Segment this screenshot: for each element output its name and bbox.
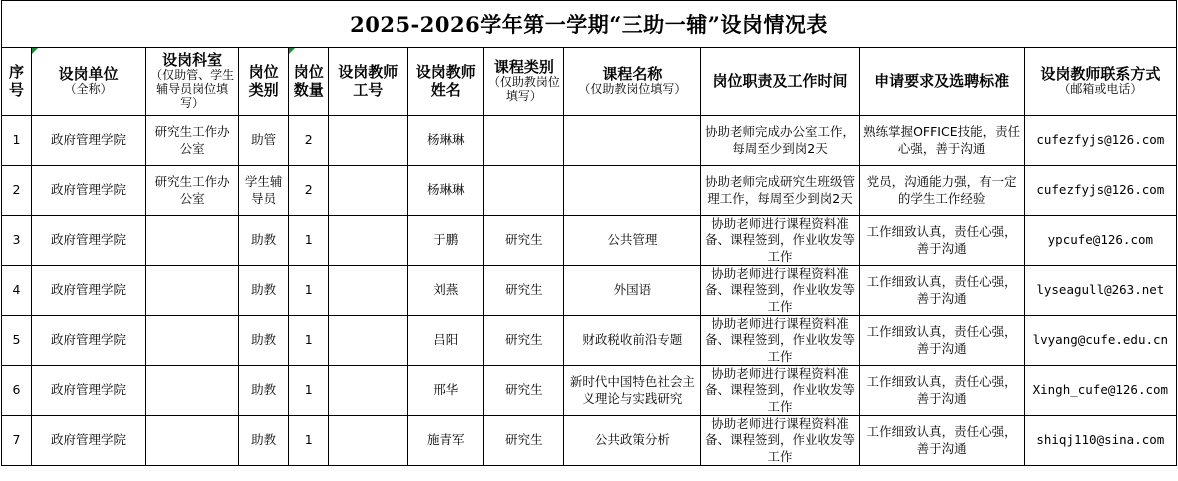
- cell-course-name[interactable]: 财政税收前沿专题: [564, 316, 701, 366]
- cell-duties[interactable]: 协助老师完成研究生班级管理工作，每周至少到岗2天: [701, 166, 859, 216]
- cell-count[interactable]: 2: [289, 116, 329, 166]
- cell-staff-id[interactable]: [329, 266, 408, 316]
- header-label: 序号: [9, 63, 25, 99]
- cell-course-name[interactable]: 新时代中国特色社会主义理论与实践研究: [564, 366, 701, 416]
- cell-category[interactable]: 助管: [239, 116, 289, 166]
- cell-office[interactable]: [146, 266, 239, 316]
- table-row: [2, 166, 1177, 216]
- header-col-duties[interactable]: [701, 48, 859, 116]
- cell-unit[interactable]: 政府管理学院: [32, 266, 146, 316]
- cell-duties[interactable]: 协助老师进行课程资料准备、课程签到，作业收发等工作: [701, 316, 859, 366]
- cell-teacher[interactable]: 于鹏: [408, 216, 484, 266]
- cell-no[interactable]: 7: [2, 416, 32, 466]
- cell-course-type[interactable]: 研究生: [484, 266, 564, 316]
- assistant-positions-table: [1, 0, 1177, 466]
- header-sublabel: （仅助教岗位填写）: [487, 75, 560, 104]
- cell-category[interactable]: 助教: [239, 266, 289, 316]
- header-label: 设岗科室: [162, 51, 223, 70]
- cell-count[interactable]: 1: [289, 266, 329, 316]
- cell-duties[interactable]: 协助老师进行课程资料准备、课程签到，作业收发等工作: [701, 266, 859, 316]
- cell-unit[interactable]: 政府管理学院: [32, 216, 146, 266]
- cell-contact[interactable]: shiqj110@sina.com: [1024, 416, 1176, 466]
- table-row: [2, 216, 1177, 266]
- header-col-requirements[interactable]: [859, 48, 1024, 116]
- cell-count[interactable]: 1: [289, 416, 329, 466]
- cell-category[interactable]: 学生辅导员: [239, 166, 289, 216]
- header-label: 岗位数量: [293, 63, 324, 99]
- cell-staff-id[interactable]: [329, 416, 408, 466]
- header-col-contact[interactable]: [1024, 48, 1176, 116]
- cell-unit[interactable]: 政府管理学院: [32, 316, 146, 366]
- cell-unit[interactable]: 政府管理学院: [32, 166, 146, 216]
- cell-count[interactable]: 2: [289, 166, 329, 216]
- header-col-staff-id[interactable]: [329, 48, 408, 116]
- cell-course-type[interactable]: 研究生: [484, 416, 564, 466]
- cell-contact[interactable]: lyseagull@263.net: [1024, 266, 1176, 316]
- table-row: [2, 416, 1177, 466]
- cell-contact[interactable]: lvyang@cufe.edu.cn: [1024, 316, 1176, 366]
- header-label: 申请要求及选聘标准: [874, 71, 1010, 90]
- cell-requirements[interactable]: 工作细致认真，责任心强，善于沟通: [859, 366, 1024, 416]
- cell-course-name[interactable]: [564, 166, 701, 216]
- header-col-course-name[interactable]: [564, 48, 701, 116]
- cell-contact[interactable]: ypcufe@126.com: [1024, 216, 1176, 266]
- cell-office[interactable]: [146, 216, 239, 266]
- cell-no[interactable]: 5: [2, 316, 32, 366]
- cell-teacher[interactable]: 吕阳: [408, 316, 484, 366]
- cell-course-name[interactable]: [564, 116, 701, 166]
- cell-duties[interactable]: 协助老师完成办公室工作，每周至少到岗2天: [701, 116, 859, 166]
- cell-staff-id[interactable]: [329, 116, 408, 166]
- header-label: 设岗教师工号: [338, 63, 399, 99]
- header-sublabel: （仅助教岗位填写）: [578, 82, 687, 97]
- header-label: 岗位职责及工作时间: [712, 71, 848, 90]
- header-label: 设岗教师姓名: [415, 63, 476, 99]
- cell-course-type[interactable]: [484, 166, 564, 216]
- cell-course-type[interactable]: 研究生: [484, 316, 564, 366]
- cell-no[interactable]: 3: [2, 216, 32, 266]
- cell-course-name[interactable]: 公共管理: [564, 216, 701, 266]
- cell-count[interactable]: 1: [289, 366, 329, 416]
- cell-duties[interactable]: 协助老师进行课程资料准备、课程签到，作业收发等工作: [701, 366, 859, 416]
- cell-no[interactable]: 1: [2, 116, 32, 166]
- cell-staff-id[interactable]: [329, 216, 408, 266]
- cell-office[interactable]: [146, 416, 239, 466]
- cell-requirements[interactable]: 党员，沟通能力强，有一定的学生工作经验: [859, 166, 1024, 216]
- cell-teacher[interactable]: 杨琳琳: [408, 166, 484, 216]
- header-label: 设岗单位: [58, 64, 119, 83]
- header-col-category[interactable]: [239, 48, 289, 116]
- cell-course-name[interactable]: 外国语: [564, 266, 701, 316]
- cell-contact[interactable]: Xingh_cufe@126.com: [1024, 366, 1176, 416]
- comment-marker-icon: [32, 48, 38, 54]
- header-col-count[interactable]: [289, 48, 329, 116]
- cell-duties[interactable]: 协助老师进行课程资料准备、课程签到，作业收发等工作: [701, 416, 859, 466]
- cell-duties[interactable]: 协助老师进行课程资料准备、课程签到，作业收发等工作: [701, 216, 859, 266]
- cell-contact[interactable]: cufezfyjs@126.com: [1024, 166, 1176, 216]
- header-sublabel: （全称）: [64, 82, 113, 97]
- cell-teacher[interactable]: 施青军: [408, 416, 484, 466]
- cell-no[interactable]: 6: [2, 366, 32, 416]
- header-label: 课程名称: [602, 64, 663, 83]
- cell-requirements[interactable]: 熟练掌握OFFICE技能，责任心强，善于沟通: [859, 116, 1024, 166]
- cell-unit[interactable]: 政府管理学院: [32, 116, 146, 166]
- table-row: [2, 266, 1177, 316]
- table-row: [2, 116, 1177, 166]
- cell-contact[interactable]: cufezfyjs@126.com: [1024, 116, 1176, 166]
- cell-category[interactable]: 助教: [239, 316, 289, 366]
- cell-office[interactable]: 研究生工作办公室: [146, 116, 239, 166]
- cell-category[interactable]: 助教: [239, 216, 289, 266]
- cell-course-type[interactable]: 研究生: [484, 216, 564, 266]
- cell-unit[interactable]: 政府管理学院: [32, 366, 146, 416]
- cell-no[interactable]: 2: [2, 166, 32, 216]
- header-col-no[interactable]: [2, 48, 32, 116]
- cell-course-type[interactable]: [484, 116, 564, 166]
- cell-teacher[interactable]: 刘燕: [408, 266, 484, 316]
- table-row: [2, 366, 1177, 416]
- header-col-unit[interactable]: [32, 48, 146, 116]
- cell-unit[interactable]: 政府管理学院: [32, 416, 146, 466]
- header-col-course-type[interactable]: [484, 48, 564, 116]
- header-sublabel: （邮箱或电话）: [1058, 82, 1143, 97]
- table-title[interactable]: 2025-2026学年第一学期“三助一辅”设岗情况表: [2, 1, 1177, 48]
- header-sublabel: （仅助管、学生辅导员岗位填写）: [150, 68, 235, 111]
- header-label: 课程类别: [493, 58, 554, 77]
- cell-office[interactable]: 研究生工作办公室: [146, 166, 239, 216]
- cell-category[interactable]: 助教: [239, 366, 289, 416]
- cell-requirements[interactable]: 工作细致认真，责任心强，善于沟通: [859, 266, 1024, 316]
- cell-count[interactable]: 1: [289, 216, 329, 266]
- cell-course-type[interactable]: 研究生: [484, 366, 564, 416]
- cell-category[interactable]: 助教: [239, 416, 289, 466]
- cell-course-name[interactable]: 公共政策分析: [564, 416, 701, 466]
- comment-marker-icon: [289, 48, 295, 54]
- table-row: [2, 316, 1177, 366]
- header-col-teacher[interactable]: [408, 48, 484, 116]
- cell-staff-id[interactable]: [329, 316, 408, 366]
- cell-staff-id[interactable]: [329, 166, 408, 216]
- cell-no[interactable]: 4: [2, 266, 32, 316]
- header-label: 设岗教师联系方式: [1040, 64, 1161, 83]
- cell-requirements[interactable]: 工作细致认真，责任心强，善于沟通: [859, 416, 1024, 466]
- header-col-office[interactable]: [146, 48, 239, 116]
- header-row: [2, 48, 1177, 116]
- cell-teacher[interactable]: 杨琳琳: [408, 116, 484, 166]
- cell-requirements[interactable]: 工作细致认真，责任心强，善于沟通: [859, 216, 1024, 266]
- cell-requirements[interactable]: 工作细致认真，责任心强，善于沟通: [859, 316, 1024, 366]
- cell-count[interactable]: 1: [289, 316, 329, 366]
- cell-staff-id[interactable]: [329, 366, 408, 416]
- header-label: 岗位类别: [248, 63, 279, 99]
- cell-office[interactable]: [146, 366, 239, 416]
- cell-teacher[interactable]: 邢华: [408, 366, 484, 416]
- cell-office[interactable]: [146, 316, 239, 366]
